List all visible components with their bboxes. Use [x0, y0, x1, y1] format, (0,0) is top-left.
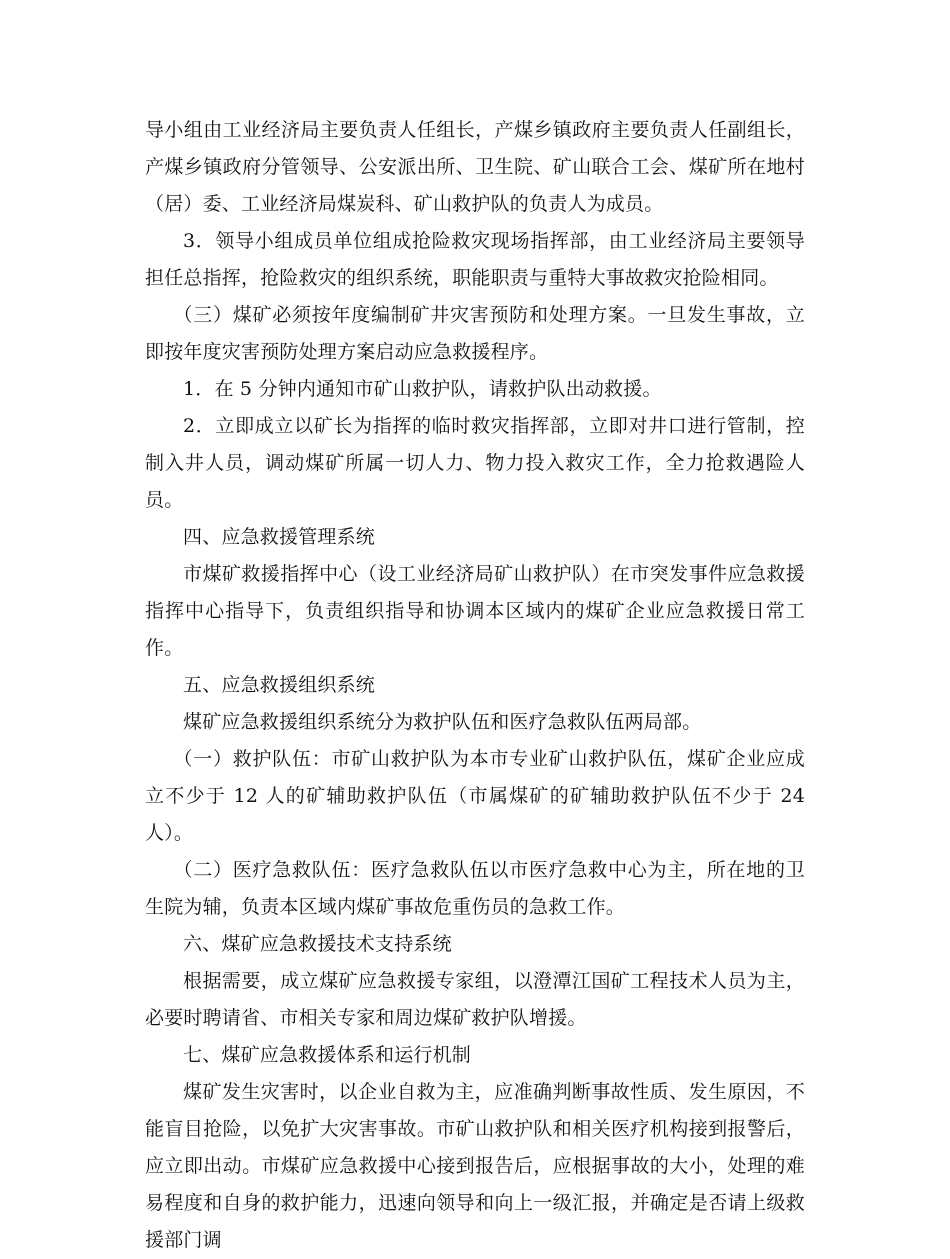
paragraph-section-3: （三）煤矿必须按年度编制矿井灾害预防和处理方案。一旦发生事故，立即按年度灾害预防处理方案启动应急救援程序。: [145, 304, 805, 363]
heading-section-5: 五、应急救援组织系统: [183, 674, 376, 696]
paragraph-management-system: 市煤矿救援指挥中心（设工业经济局矿山救护队）在市突发事件应急救援指挥中心指导下，负责组织指导和协调本区域内的煤矿企业应急救援日常工作。: [145, 563, 805, 659]
paragraph-item-1: 1．在 5 分钟内通知市矿山救护队，请救护队出动救援。: [183, 378, 662, 400]
paragraph-operating-mechanism: 煤矿发生灾害时，以企业自救为主，应准确判断事故性质、发生原因，不能盲目抢险，以免扩大灾害事故。市矿山救护队和相关医疗机构接到报警后，应立即出动。市煤矿应急救援中心接到报告后，应根据事故的大小，处理的难易程度和自身的救护能力，迅速向领导和向上一级汇报，并确定是否请上级救援部门调: [145, 1081, 805, 1251]
paragraph-technical-support: 根据需要，成立煤矿应急救援专家组，以澄潭江国矿工程技术人员为主，必要时聘请省、市相关专家和周边煤矿救护队增援。: [145, 970, 805, 1029]
paragraph-continuation: 导小组由工业经济局主要负责人任组长，产煤乡镇政府主要负责人任副组长，产煤乡镇政府分管领导、公安派出所、卫生院、矿山联合工会、煤矿所在地村（居）委、工业经济局煤炭科、矿山救护队的负责人为成员。: [145, 119, 805, 215]
document-body: [145, 112, 805, 1259]
heading-section-6: 六、煤矿应急救援技术支持系统: [183, 933, 452, 955]
paragraph-rescue-teams: （一）救护队伍：市矿山救护队为本市专业矿山救护队伍，煤矿企业应成立不少于 12 人的矿辅助救护队伍（市属煤矿的矿辅助救护队伍不少于 24 人）。: [145, 748, 805, 844]
paragraph-item-2: 2．立即成立以矿长为指挥的临时救灾指挥部，立即对井口进行管制，控制入井人员，调动煤矿所属一切人力、物力投入救灾工作，全力抢救遇险人员。: [145, 415, 805, 511]
paragraph-item-3: 3．领导小组成员单位组成抢险救灾现场指挥部，由工业经济局主要领导担任总指挥，抢险救灾的组织系统，职能职责与重特大事故救灾抢险相同。: [145, 230, 805, 289]
heading-section-4: 四、应急救援管理系统: [183, 526, 376, 548]
paragraph-organization-system: 煤矿应急救援组织系统分为救护队伍和医疗急救队伍两局部。: [183, 711, 702, 733]
heading-section-7: 七、煤矿应急救援体系和运行机制: [183, 1044, 472, 1066]
paragraph-medical-teams: （二）医疗急救队伍：医疗急救队伍以市医疗急救中心为主，所在地的卫生院为辅，负责本区域内煤矿事故危重伤员的急救工作。: [145, 859, 805, 918]
